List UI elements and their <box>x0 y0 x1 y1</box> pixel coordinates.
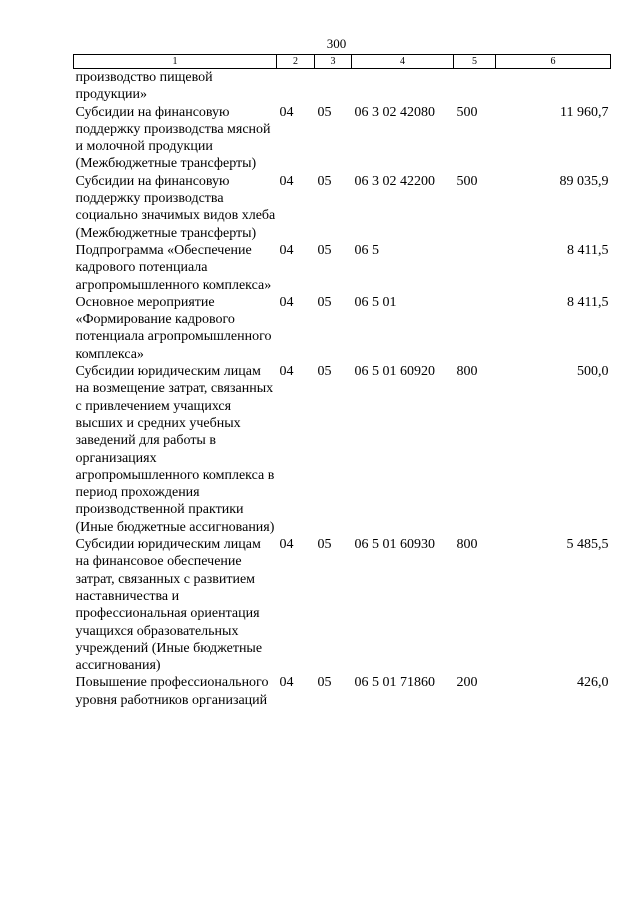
header-col-2: 2 <box>277 55 315 69</box>
table-row <box>74 363 611 536</box>
row-target-article-cell: 06 5 01 71860 <box>354 675 435 691</box>
header-col-6: 6 <box>496 55 611 69</box>
header-col-1: 1 <box>74 55 277 69</box>
row-amount-cell: 426,0 <box>577 675 609 691</box>
row-section-cell: 04 <box>279 294 294 310</box>
row-target-article-cell: 06 5 01 <box>354 294 397 310</box>
row-name-cell: Субсидии юридическим лицам на возмещение затрат, связанных с привлечением учащихся высших и средних учебных заведений для работы в организациях агропромышленного комплекса в период прохождения производственной практики (Иные бюджетные ассигнования) <box>75 364 275 535</box>
row-amount-cell: 11 960,7 <box>560 104 609 120</box>
row-subsection-cell: 05 <box>317 294 332 310</box>
row-target-article-cell: 06 3 02 42200 <box>354 173 435 189</box>
row-name-cell: Субсидии на финансовую поддержку производства социально значимых видов хлеба (Межбюджетные трансферты) <box>75 173 276 241</box>
row-subsection-cell: 05 <box>317 364 332 380</box>
header-col-3: 3 <box>315 55 352 69</box>
row-target-article-cell: 06 3 02 42080 <box>354 104 435 120</box>
row-subsection-cell <box>315 69 352 104</box>
table-row <box>74 294 611 363</box>
row-target-article-cell: 06 5 01 60920 <box>354 364 435 380</box>
row-section-cell <box>277 69 315 104</box>
row-expense-type-cell <box>454 242 496 294</box>
row-subsection-cell: 05 <box>317 242 332 258</box>
header-col-4: 4 <box>352 55 454 69</box>
row-expense-type-cell <box>454 294 496 363</box>
table-row <box>74 104 611 173</box>
row-subsection-cell: 05 <box>317 537 332 553</box>
row-subsection-cell: 05 <box>317 104 332 120</box>
budget-table <box>73 54 611 709</box>
row-amount-cell: 5 485,5 <box>566 537 609 553</box>
row-section-cell: 04 <box>279 173 294 189</box>
row-target-article-cell: 06 5 <box>354 242 379 258</box>
row-expense-type-cell: 500 <box>456 104 478 120</box>
row-expense-type-cell: 200 <box>456 675 478 691</box>
row-expense-type-cell <box>454 69 496 104</box>
row-amount-cell: 89 035,9 <box>559 173 609 189</box>
row-subsection-cell: 05 <box>317 173 332 189</box>
row-subsection-cell: 05 <box>317 675 332 691</box>
row-name-cell: Повышение профессионального уровня работников организаций <box>75 675 269 708</box>
row-expense-type-cell: 500 <box>456 173 478 189</box>
row-name-cell: Основное мероприятие «Формирование кадрового потенциала агропромышленного комплекса» <box>75 294 272 362</box>
row-section-cell: 04 <box>279 242 294 258</box>
row-section-cell: 04 <box>279 537 294 553</box>
row-amount-cell: 500,0 <box>577 364 609 380</box>
row-amount-cell: 8 411,5 <box>567 242 609 258</box>
table-row <box>74 173 611 242</box>
row-name-cell: производство пищевой продукции» <box>75 70 213 103</box>
table-row <box>74 674 611 709</box>
row-name-cell: Субсидии юридическим лицам на финансовое обеспечение затрат, связанных с развитием наставничества и профессиональная ориентация учащихся образовательных учреждений (Иные бюджетные ассигнования) <box>75 537 263 674</box>
row-amount-cell <box>496 69 611 104</box>
row-expense-type-cell: 800 <box>456 537 478 553</box>
row-expense-type-cell: 800 <box>456 364 478 380</box>
table-header-row <box>74 55 611 69</box>
table-row <box>74 536 611 674</box>
row-section-cell: 04 <box>279 364 294 380</box>
row-section-cell: 04 <box>279 104 294 120</box>
header-col-5: 5 <box>454 55 496 69</box>
row-target-article-cell <box>352 69 454 104</box>
table-row <box>74 242 611 294</box>
row-name-cell: Субсидии на финансовую поддержку производства мясной и молочной продукции (Межбюджетные трансферты) <box>75 104 271 172</box>
row-section-cell: 04 <box>279 675 294 691</box>
table-row <box>74 69 611 104</box>
row-amount-cell: 8 411,5 <box>567 294 609 310</box>
page-number: 300 <box>326 36 347 51</box>
row-name-cell: Подпрограмма «Обеспечение кадрового потенциала агропромышленного комплекса» <box>75 242 272 293</box>
row-target-article-cell: 06 5 01 60930 <box>354 537 435 553</box>
